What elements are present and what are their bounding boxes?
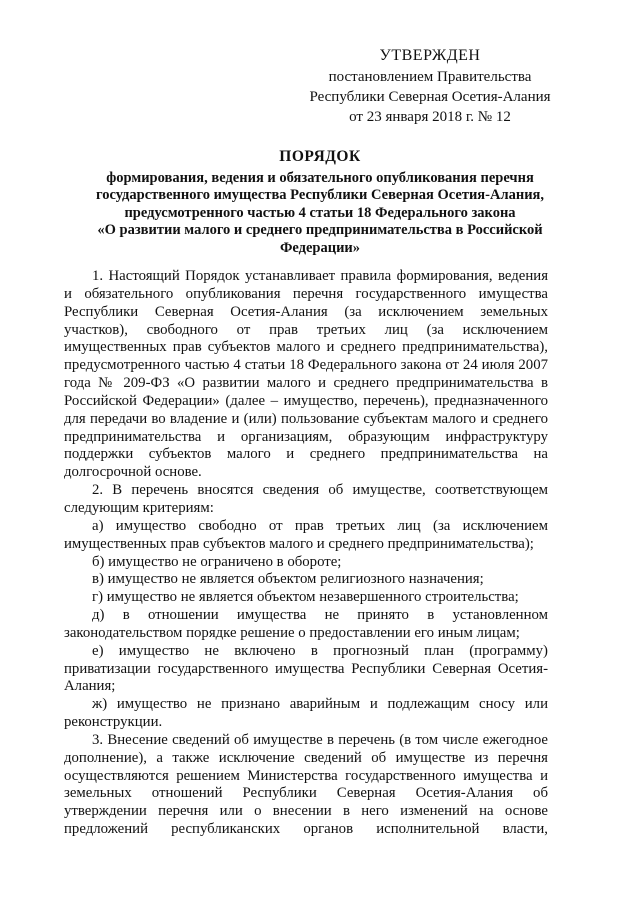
approval-line-resolution: постановлением Правительства — [328, 69, 532, 85]
criterion-v: в) имущество не является объектом религиозного назначения; — [92, 571, 484, 588]
paragraph-2: 2. В перечень вносятся сведения об имуществе, соответствующем следующим критериям: — [64, 482, 548, 516]
document-subtitle-line: государственного имущества Республики Северная Осетия-Алания, — [95, 187, 545, 203]
criterion-d: д) в отношении имущества не принято в установленном законодательством порядке решение о предоставлении его иным лицам; — [64, 607, 548, 641]
approval-stamp-heading: УТВЕРЖДЕН — [379, 47, 481, 64]
document-subtitle-line: «О развитии малого и среднего предпринимательства в Российской — [97, 222, 543, 238]
criterion-g: г) имущество не является объектом незавершенного строительства; — [92, 589, 519, 606]
document-heading: ПОРЯДОК — [279, 148, 361, 165]
document-subtitle-line: предусмотренного частью 4 статьи 18 Федерального закона — [124, 204, 516, 221]
approval-stamp-block — [300, 46, 560, 127]
criterion-b: б) имущество не ограничено в обороте; — [92, 553, 342, 570]
paragraph-1: 1. Настоящий Порядок устанавливает правила формирования, ведения и обязательного опубликования перечня государственного имущества Республики Северная Осетия-Алания (за исключением земельных участков), свободного от прав третьих лиц (за исключением имущественных прав субъектов малого и среднего предпринимательства), предусмотренного частью 4 статьи 18 Федерального закона от 24 июля 2007 года № 209-ФЗ «О развитии малого и среднего предпринимательства в Российской Федерации» (далее – имущество, перечень), предназначенного для передачи во владение и (или) пользование субъектам малого и среднего предпринимательства и организациям, образующим инфраструктуру поддержки субъектов малого и среднего предпринимательства на долгосрочной основе. — [64, 268, 548, 481]
document-title-block — [60, 148, 580, 257]
criterion-a: а) имущество свободно от прав третьих лиц (за исключением имущественных прав субъектов малого и среднего предпринимательства); — [64, 517, 548, 552]
criterion-e: е) имущество не включено в прогнозный план (программу) приватизации государственного имущества Республики Северная Осетия-Алания; — [64, 642, 548, 695]
document-subtitle-line: формирования, ведения и обязательного опубликования перечня — [106, 169, 534, 186]
paragraph-3: 3. Внесение сведений об имуществе в перечень (в том числе ежегодное дополнение), а также исключение сведений об имуществе из перечня осуществляются решением Министерства государственного имущества и земельных отношений Республики Северная Осетия-Алания об утверждении перечня или о внесении в него изменений на основе предложений республиканских органов исполнительной власти, — [64, 731, 548, 838]
approval-line-republic: Республики Северная Осетия-Алания — [309, 89, 551, 105]
criterion-zh: ж) имущество не признано аварийным и подлежащим сносу или реконструкции. — [64, 696, 548, 731]
document-body — [64, 268, 548, 839]
approval-line-date: от 23 января 2018 г. № 12 — [349, 109, 511, 125]
document-subtitle-line: Федерации» — [279, 239, 361, 256]
